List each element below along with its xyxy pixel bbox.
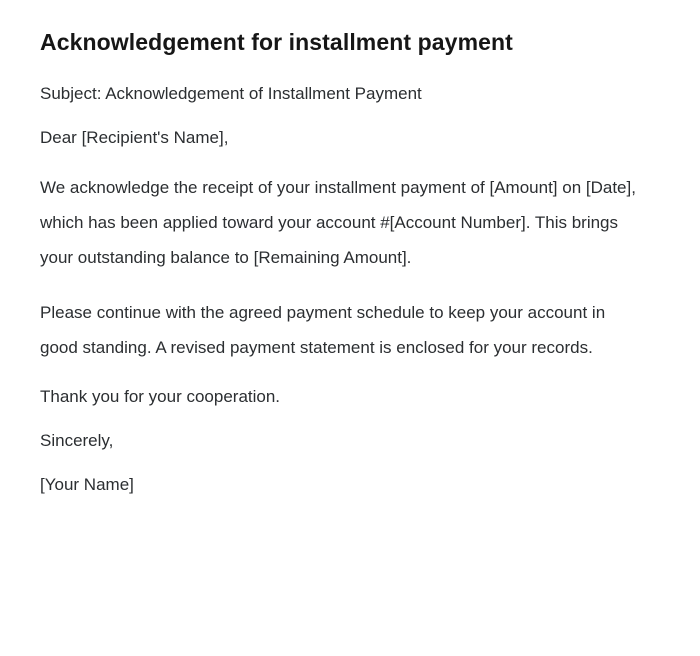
body-paragraph-1: We acknowledge the receipt of your installment payment of [Amount] on [Date], which has been applied toward your account #[Account Number]. This brings your outstanding balance to [Remaining Amount]. [40,177,636,267]
signature-line: [Your Name] [40,474,134,494]
signoff-line: Sincerely, [40,430,114,450]
body-paragraph-2: Please continue with the agreed payment schedule to keep your account in good standing. A revised payment statement is enclosed for your records. [40,302,606,357]
page-title: Acknowledgement for installment payment [40,29,513,55]
thanks-line: Thank you for your cooperation. [40,386,281,406]
salutation-line: Dear [Recipient's Name], [40,127,229,147]
subject-line: Subject: Acknowledgement of Installment Payment [40,83,422,103]
